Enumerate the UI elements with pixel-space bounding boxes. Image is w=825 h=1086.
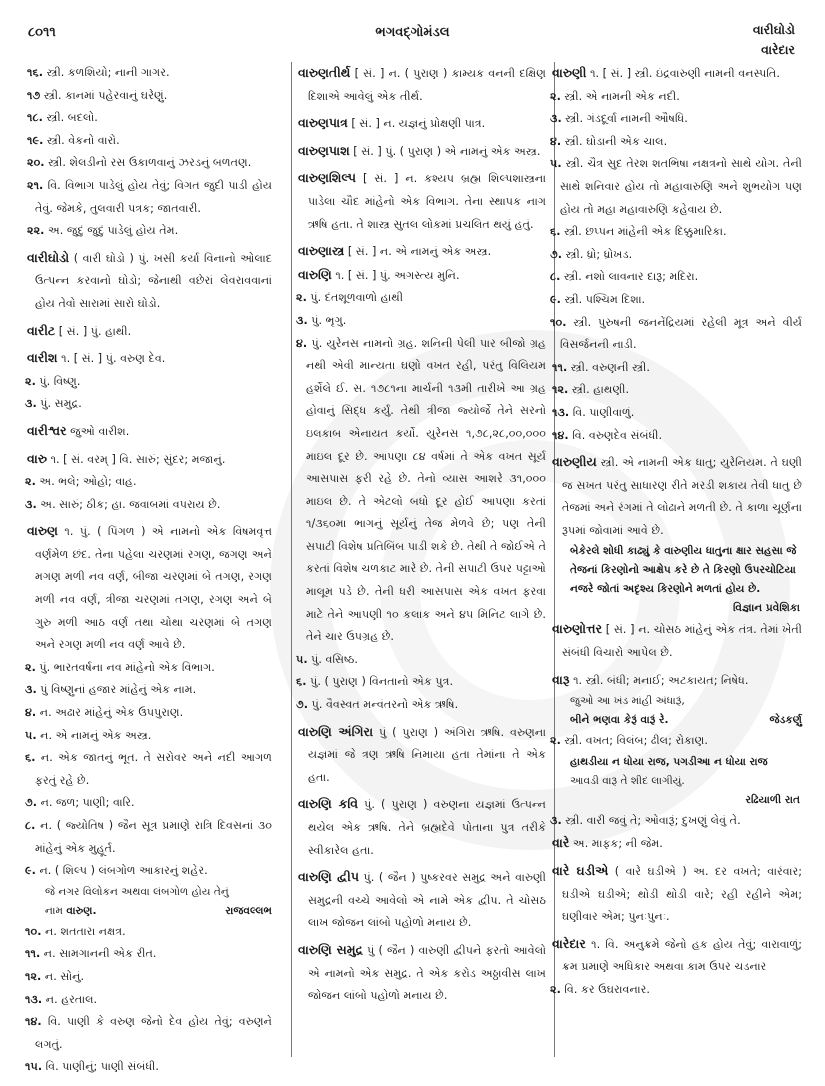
book-title: ભગવદ્ગોમંડલ: [375, 25, 450, 40]
sense: ૧૭ સ્ત્રી. કાનમાં પહેરવાનું ઘરેણું.: [27, 88, 168, 102]
sense: ૧૯. સ્ત્રી. વેકનો વારો.: [27, 133, 120, 147]
headword: વારે: [552, 835, 570, 851]
headword: વારુણિ: [298, 266, 332, 282]
sense: ૩. પું. સમુદ્ર.: [25, 397, 82, 411]
sense: ૧૧. સ્ત્રી. વરુણની સ્ત્રી.: [552, 360, 650, 374]
headword: વારુણી: [552, 65, 587, 80]
sense: ૩. સ્ત્રી. વારી જવું તે; ઓવારૂં; દુખણું લેવું તે.: [550, 813, 741, 827]
quotation: હાથડીયા ન ધોયા રાજ, પગડીઆ ન ધોયા રાજ આવડી વારૂ તે શીદ લાગીયું.: [570, 755, 768, 787]
entry: વારુણિ અંગિરા પું ( પુરાણ ) અંગિરા ઋષિ. વરુણના યજ્ઞમાં જે ત્રણ ઋષિ નિમાયા હતા તેમાંના તે એક હતા.: [298, 723, 546, 784]
sense: ૩. પું. ભૃગુ.: [296, 313, 347, 327]
headword: વારુણીય: [552, 454, 597, 470]
sense: ૬. પું. ( પુરાણ ) વિનતાનો એક પુત્ર.: [296, 675, 454, 689]
headword: વારુણપાત્ર: [298, 115, 348, 131]
sense: ૭. ન. જળ; પાણી; વારિ.: [25, 796, 135, 810]
headword: વારુણિ કવિ: [298, 796, 359, 812]
headword: વારુણોત્તર: [552, 621, 603, 637]
entry-varedar: વારેદાર ૧. વિ. અનુક્રમે જેનો હક હોય તેવું; વારાવાળું; ક્રમ પ્રમાણે અધિકાર અથવા કામ ઉપર ચડનાર: [552, 935, 802, 974]
sense: ૧૫. વિ. પાણીનું; પાણી સંબંધી.: [25, 1060, 159, 1074]
sense: ૩. અ. સારું; ઠીક; હા. જવાબમાં વપરાય છે.: [25, 497, 221, 511]
headword: વારેદાર: [552, 935, 586, 951]
sense: ૧૪. વિ. પાણી કે વરુણ જેનો દેવ હોય તેવું; વરુણને લગતું.: [25, 1015, 272, 1051]
quotation: બેકેરલે શોધી કાઢ્યું કે વારુણીય ધાતુના ક્ષાર સહસા જે તેજનાં કિરણોનો આક્ષેપ કરે છે તે કિરણો ઉપરચોટિયા નજરે જોતાં અદૃશ્ય કિરણોને મળતાં હોય છે.: [570, 545, 797, 596]
column-3: [552, 62, 802, 1002]
column-2: [291, 62, 555, 1057]
headword: વારીશ્વર: [27, 422, 67, 438]
entry: વારુણિ સમુદ્ર પું ( જૈન ) વારુણી દ્વીપને ફરતો આવેલો એ નામનો એક સમુદ્ર. તે એક કરોડ અઠ્ઠાવીસ લાખ જોજન લાંબો પહોળો મનાય છે.: [298, 941, 546, 1003]
sense: ૨. પું. ભારતવર્ષના નવ માંહેનો એક વિભાગ.: [25, 660, 215, 674]
quotation: જુઓ આ ખંડ માંહી અંધારૂં, બીને ભણવા કેરૂં વારૂં રે. જેડકર્ણુ: [552, 692, 802, 730]
sense: ૧૮. સ્ત્રી. બદલો.: [27, 111, 98, 125]
quote-source: વિજ્ઞાન પ્રવેશિકા: [733, 602, 800, 615]
guide-word-last: વારેદાર: [761, 42, 795, 57]
sense: ૩. પું વિષ્ણુનાં હજાર માંહેનું એક નામ.: [25, 683, 197, 697]
headword: વારીઘોડો: [27, 249, 70, 265]
quotation: જે નગર વિલોકન અથવા લંબગોળ હોય તેનું નામ વારુણ. રાજવલ્લભ: [27, 883, 272, 921]
entry-varishvar: વારીશ્વર જુઓ વારીશ.: [27, 422, 130, 438]
headword: વારીશ: [27, 350, 58, 366]
entry-varun-f: વારૂ ૧. સ્ત્રી. બંધી; મનાઈ; અટકાયત; નિષેધ.: [552, 671, 749, 687]
sense: ૨. પું. વિષ્ણુ.: [25, 374, 81, 388]
headword: વારુણપાશ: [298, 142, 350, 158]
sense: ૭. પું. વૈવસ્વત મન્વંતરનો એક ઋષિ.: [296, 698, 459, 712]
sense: ૮. ન. ( જ્યોતિષ ) જૈન સૂત્ર પ્રમાણે રાત્રિ દિવસનાં ૩૦ માંહેનું એક મુહૂર્ત.: [25, 819, 272, 855]
entry: વારુણિ કવિ પું. ( પુરાણ ) વરુણના યજ્ઞમાં ઉત્પન્ન થયેલ એક ઋષિ. તેને બ્રહ્મદેવે પોતાના પુત્ર તરીકે સ્વીકારેલ હતા.: [298, 796, 546, 857]
sense: ૨. પું. દંતશૂળવાળો હાથી: [296, 291, 404, 305]
sense: ૪. ન. અઢાર માંહેનું એક ઉપપુરાણ.: [25, 706, 184, 720]
sense: ૯. સ્ત્રી. પશ્ચિમ દિશા.: [550, 292, 646, 306]
column-1: [27, 62, 272, 1079]
sense: ૮. સ્ત્રી. નશો લાવનાર દારૂ; મદિરા.: [550, 270, 699, 284]
sense: ૨. વિ. કર ઉઘરાવનાર.: [550, 983, 650, 996]
entry-varun: વારુણ ૧. પું. ( પિંગળ ) એ નામનો એક વિષમવૃત્ત વર્ણમેળ છંદ. તેના પહેલા ચરણમાં રગણ, જગણ અને મગણ મળી નવ વર્ણ, બીજા ચરણમાં બે તગણ, રગણ મળી નવ વર્ણ, ત્રીજા ચરણમાં તગણ, રગણ અને બે ગુરુ મળી આઠ વર્ણ તથા ચોથા ચરણમાં બે તગણ અને રગણ મળી નવ વર્ણ આવે છે.: [27, 523, 272, 652]
page-number: ૮૦૧૧: [28, 25, 56, 40]
headword: વારુણિ સમુદ્ર: [298, 941, 363, 957]
headword: વારુણ: [27, 523, 58, 539]
sense: ૩. સ્ત્રી. ગંડદૂર્વા નામની ઔષધિ.: [550, 112, 688, 126]
sense: ૧૬. સ્ત્રી. કળશિયો; નાની ગાગર.: [27, 66, 170, 79]
sense: ૧૩. વિ. પાણીવાળું.: [552, 405, 635, 419]
sense: ૪. પું. યુરેનસ નામનો ગ્રહ. શનિની પેલી પાર બીજો ગ્રહ નથી એવી માન્યતા ઘણો વખત રહી, પરંતુ વિલિયમ હર્શેલે ઈ. સ. ૧૭૮૧ના માર્ચની ૧૩મી તારીખે આ ગ્રહ હોવાનું સિદ્ધ કર્યું. તેથી ત્રીજા જ્યોર્જે તેને સરનો ઇલકાબ એનાયત કર્યો. યુરેનસ ૧,૭૮,૨૮,૦૦,૦૦૦ માઇલ દૂર છે. આપણા ૮૪ વર્ષમાં તે એક વખત સૂર્ય આસપાસ ફરી રહે છે. તેનો વ્યાસ આશરે ૩૧,૦૦૦ માઇલ છે. તે એટલો બધો દૂર હોઈ આપણા કરતાં ૧/૩૬૦મા ભાગનું સૂર્યનું તેજ મેળવે છે; પણ તેની સપાટી વિશેષ પ્રતિબિંબ પાડી શકે છે. તેથી તે જોઈએ તે કરતાં વિશેષ ચળકાટ મારે છે. તેની સપાટી ઉપર પટ્ટાઓ માલૂમ પડે છે. તેની ધરી આસપાસ એક વખત ફરવા માટે તેને આપણી ૧૦ કલાક અને ૪૫ મિનિટ લાગે છે. તેને ચાર ઉપગ્રહ છે.: [296, 336, 546, 644]
sense: ૨. સ્ત્રી. એ નામની એક નદી.: [550, 89, 680, 103]
sense: ૧૦. ન. શતતારા નક્ષત્ર.: [25, 924, 126, 938]
entry: વારુણપાશ [ સં. ] પું. ( પુરાણ ) એ નામનું એક અસ્ત્ર.: [298, 142, 541, 158]
sense: ૨૧. વિ. વિભાગ પાડેલું હોય તેવું; વિગત જુદી પાડી હોય તેવું. જેમકે, તુલવારી પત્રક; જાતવારી.: [27, 178, 272, 215]
headword: વારે ઘડીએ: [552, 863, 609, 879]
entry-varuni-f: વારુણી ૧. [ સં. ] સ્ત્રી. ઇંદ્રવારુણી નામની વનસ્પતિ.: [552, 65, 780, 80]
sense: ૧૩. ન. હરતાલ.: [25, 992, 98, 1006]
quote-source: રાજવલ્લભ: [225, 904, 272, 917]
senses-continued: [27, 62, 272, 243]
headword: વારુણિ દ્વીપ: [298, 869, 359, 885]
entry-varuniya: વારુણીય સ્ત્રી. એ નામની એક ધાતુ; યુરેનિયમ. તે ઘણી જ સખત પરંતુ સાધારણ રીતે મરડી શકાય તેવી ધાતુ છે તેજમાં અને રંગમાં તે લોઢાને મળતી છે. તે કાળા ચૂર્ણના રૂપમાં જોવામાં આવે છે.: [552, 454, 802, 537]
headword: વારુ: [27, 450, 48, 466]
headword: વારૂ: [552, 671, 570, 687]
sense: ૭. સ્ત્રી. ધ્રો; ધ્રોખડ.: [550, 247, 633, 261]
headword: વારીટ: [27, 322, 56, 338]
headword: વારુણશિલ્પ: [298, 170, 356, 186]
quote-source: રઢિયાળી રાત: [745, 793, 800, 806]
entry-varighodo: વારીઘોડો ( વારી ઘોડો ) પું. ખસી કર્યા વિનાનો ઓલાદ ઉત્પન્ન કરવાનો ઘોડો; જેનાથી વછેરાં લેવરાવવાનાં હોય તેવો સારામાં સારો ઘોડો.: [27, 249, 272, 310]
sense: ૫. સ્ત્રી. ચૈત્ર સુદ તેરશ શતભિષા નક્ષત્રનો સાથે યોગ. તેની સાથે શનિવાર હોય તો મહાવારુણિ અને શુભયોગ પણ હોય તો મહા મહાવારુણિ કહેવાય છે.: [550, 157, 803, 216]
entry: વારુણશિલ્પ [ સં. ] ન. કશ્યપ બ્રહ્મ શિલ્પશાસ્ત્રના પાડેલા ચૌદ માંહેનો એક વિભાગ. તેના સ્થાપક નાગ ઋષિ હતા. તે શાસ્ત્ર સુતલ લોકમાં પ્રચલિત થયું હતું.: [298, 170, 546, 231]
headword: વારુણતીર્થ: [298, 65, 351, 80]
sense: ૧૦. સ્ત્રી. પુરુષની જનનેંદ્રિયમાં રહેલી મૂત્ર અને વીર્ય વિસર્જનની નાડી.: [550, 315, 802, 352]
sense: ૨. અ. ભલે; ઓહો; વાહ.: [25, 475, 137, 489]
sense: ૪. સ્ત્રી. ઘોડાની એક ચાલ.: [550, 134, 668, 148]
entry-varit: વારીટ [ સં. ] પું. હાથી.: [27, 322, 132, 338]
sense: ૫. ન. એ નામનું એક અસ્ત્ર.: [25, 728, 152, 742]
guide-word-first: વારીઘોડો: [752, 22, 795, 37]
headword: વારુણાસ્ત્ર: [298, 243, 345, 259]
entry-varuni: વારુણિ ૧. [ સં. ] પું. અગસ્ત્ય મુનિ.: [298, 266, 460, 282]
page-header: [0, 0, 825, 60]
sense: ૫. પું. વસિષ્ઠ.: [296, 652, 358, 666]
entry: વારુણાસ્ત્ર [ સં. ] ન. એ નામનું એક અસ્ત્ર.: [298, 243, 492, 259]
sense: ૯. ન. ( શિલ્પ ) લંબગોળ આકારનું શહેર.: [25, 864, 208, 878]
entry: વારુણપાત્ર [ સં. ] ન. યજ્ઞનું પ્રોક્ષણી પાત્ર.: [298, 115, 486, 131]
entry-varu: વારુ ૧. [ સં. વરમ્ ] વિ. સારું; સુંદર; મજાનું.: [27, 450, 226, 466]
entry: વારુણિ દ્વીપ પું. ( જૈન ) પુષ્કરવર સમુદ્ર અને વારુણી સમુદ્રની વચ્ચે આવેલો એ નામે એક દ્વીપ. તે ચોસઠ લાખ જોજન લાંબો પહોળો મનાય છે.: [298, 869, 546, 930]
entry-varunottar: વારુણોત્તર [ સં. ] ન. ચોસઠ માંહેનું એક તંત્ર. તેમાં ખેતી સંબંધી વિચારો આપેલ છે.: [552, 621, 802, 660]
guide-words: [753, 20, 795, 60]
entry-varish: વારીશ ૧. [ સં. ] પું. વરુણ દેવ.: [27, 350, 166, 366]
entry: વારે ઘડીએ ( વારે ઘડીએ ) અ. દર વખતે; વારંવાર; ઘડીએ ઘડીએ; થોડી થોડી વારે; રહી રહીને એમ; ઘણીવાર એમ; પુનઃપુનઃ.: [552, 863, 803, 924]
entry: વારે અ. માફક; ની જેમ.: [552, 835, 663, 851]
headword: વારુણિ અંગિરા: [298, 723, 374, 739]
sense: ૬. ન. એક જાતનું ભૂત. તે સરોવર અને નદી આગળ ફરતું રહે છે.: [25, 751, 272, 787]
sense: ૧૨. ન. સોનું.: [25, 969, 85, 983]
sense: ૧૪. વિ. વરુણદેવ સંબંધી.: [552, 428, 663, 442]
quote-source: જેડકર્ણુ: [769, 714, 802, 727]
sense: ૨. સ્ત્રી. વખત; વિલંબ; ઢીલ; રોકાણ.: [550, 734, 708, 748]
entry: વારુણતીર્થ [ સં. ] ન. ( પુરાણ ) કામ્યક વનની દક્ષિણ દિશાએ આવેલું એક તીર્થ.: [298, 65, 546, 103]
sense: ૨૨. અ. જુદું જુદું પાડેલું હોય તેમ.: [27, 224, 179, 238]
sense: ૧૧. ન. સામગાનની એક રીત.: [25, 947, 157, 961]
sense: ૧૨. સ્ત્રી. હાથણી.: [552, 383, 629, 397]
sense: ૨૦. સ્ત્રી. શેલડીનો રસ ઉકાળવાનું ઝરડનું બળતણ.: [27, 156, 252, 170]
sense: ૬. સ્ત્રી. છપ્પન માંહેની એક દિક્કુમારિકા.: [550, 225, 727, 239]
